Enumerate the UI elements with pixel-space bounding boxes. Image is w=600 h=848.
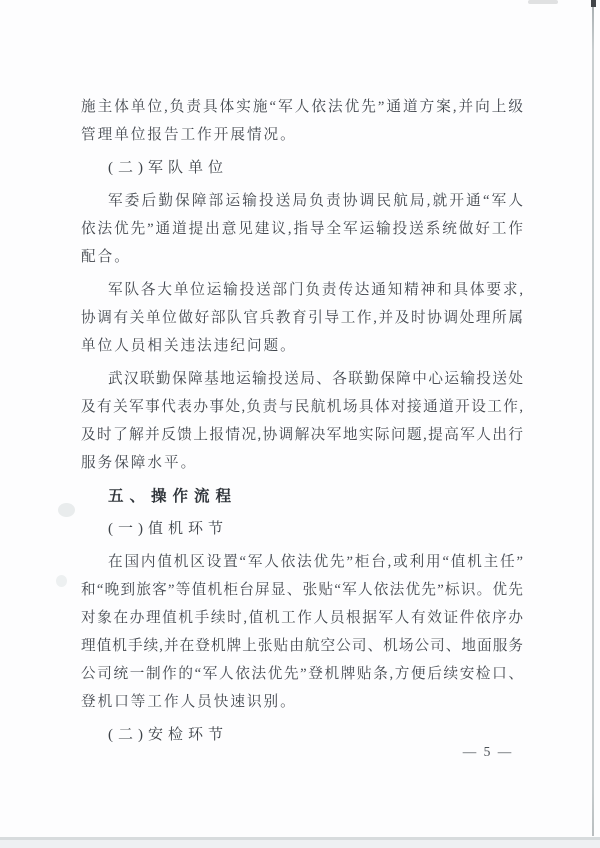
paragraph: [81, 365, 523, 477]
body-line: 依法优先”通道提出意见建议,指导全军运输投送系统做好工作: [81, 221, 523, 237]
body-line: 军委后勤保障部运输投送局负责协调民航局,就开通“军人: [108, 193, 523, 209]
scan-smudge: [56, 575, 67, 587]
section-heading-operation-process: [81, 482, 523, 510]
body-line: 在国内值机区设置“军人依法优先”柜台,或利用“值机主任”: [108, 554, 523, 570]
body-line: 管理单位报告工作开展情况。: [81, 127, 297, 143]
subsection-heading-line: (一)值机环节: [108, 521, 228, 537]
document-body: [81, 93, 523, 754]
body-line: 及有关军事代表办事处,负责与民航机场具体对接通道开设工作,: [81, 399, 523, 415]
body-line: 和“晚到旅客”等值机柜台屏显、张贴“军人依法优先”标识。优先: [81, 582, 523, 598]
subsection-heading-line: (二)安检环节: [108, 727, 228, 743]
scan-smudge: [58, 503, 75, 517]
body-line: 公司统一制作的“军人依法优先”登机牌贴条,方便后续安检口、: [81, 666, 523, 682]
paragraph: [81, 548, 523, 716]
paragraph: [81, 276, 523, 360]
body-line: 施主体单位,负责具体实施“军人依法优先”通道方案,并向上级: [81, 99, 523, 115]
body-line: 单位人员相关违法违纪问题。: [81, 338, 297, 354]
subsection-heading-army-units: [81, 154, 523, 182]
body-line: 服务保障水平。: [81, 455, 198, 471]
body-line: 配合。: [81, 249, 131, 265]
body-line: 军队各大单位运输投送部门负责传达通知精神和具体要求,: [108, 282, 523, 298]
scan-smudge: [528, 0, 558, 4]
body-line: 登机口等工作人员快速识别。: [81, 694, 297, 710]
body-line: 理值机手续,并在登机牌上张贴由航空公司、机场公司、地面服务: [81, 638, 523, 654]
page-number: — 5 —: [462, 744, 514, 759]
body-line: 武汉联勤保障基地运输投送局、各联勤保障中心运输投送处: [108, 371, 523, 387]
subsection-heading-line: (二)军队单位: [108, 160, 228, 176]
section-heading-line: 五、操作流程: [108, 487, 238, 505]
scan-edge-right: [592, 5, 594, 836]
body-line: 对象在办理值机手续时,值机工作人员根据军人有效证件依序办: [81, 610, 523, 626]
body-line: 及时了解并反馈上报情况,协调解决军地实际问题,提高军人出行: [81, 427, 523, 443]
body-line: 协调有关单位做好部队官兵教育引导工作,并及时协调处理所属: [81, 310, 523, 326]
paragraph: [81, 187, 523, 271]
scan-edge-right-cap: [591, 0, 596, 7]
scan-edge-bottom-fade: [0, 840, 600, 848]
paragraph: [81, 93, 523, 149]
subsection-heading-checkin: [81, 515, 523, 543]
